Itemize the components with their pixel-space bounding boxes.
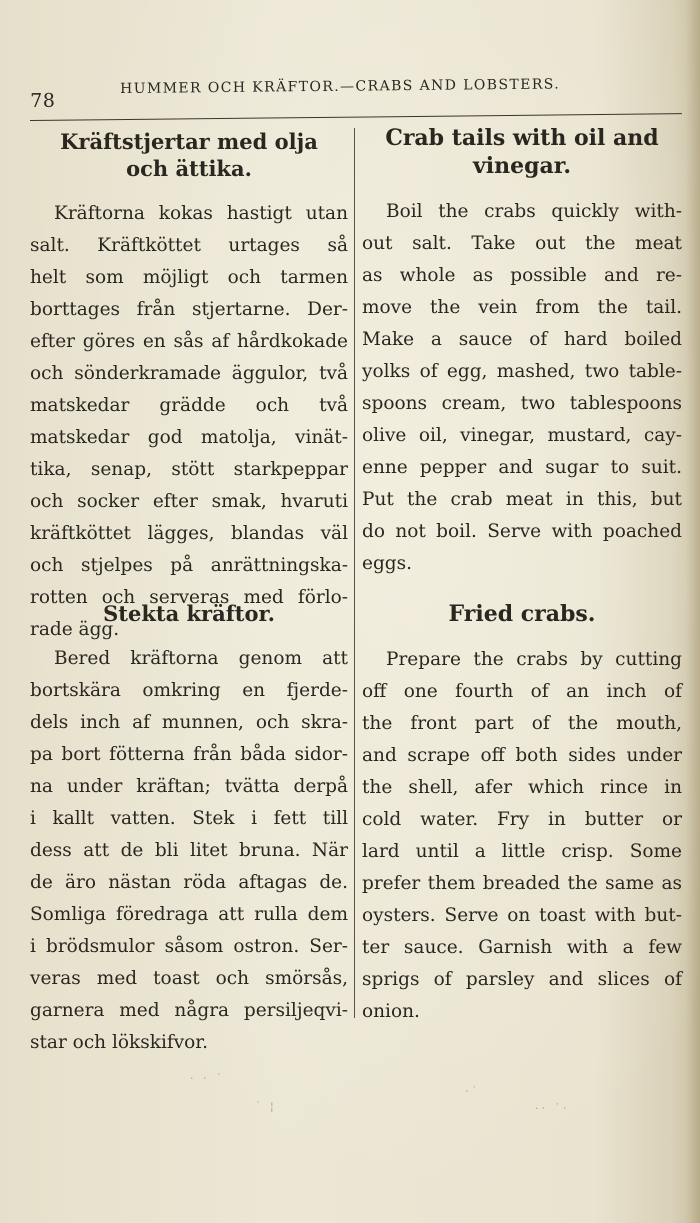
header-rule [30, 113, 682, 121]
column-divider [354, 128, 355, 1018]
recipe-body: Kräftorna kokas hastigt utan salt. Kräftköttet urtages så helt som möjligt och tarmen borttages från stjertarne. Der- efter göres en sås af hårdkokade och sönderkramade äggulor, två matskedar grädde och två matskedar god matolja, vinät- tika, senap, stött starkpeppar och socker efter smak, hvaruti kräftköttet lägges, blandas väl och stjelpes på anrättningska- rotten och serveras med förlo- rade ägg. [30, 203, 348, 640]
recipe-title: Crab tails with oil and vinegar. [385, 125, 659, 179]
paper-mark: ·‧ ˙‧ [535, 1102, 570, 1115]
paper-mark: · ‧ ˙ [190, 1072, 225, 1085]
recipe-title: Kräftstjertar med olja och ättika. [60, 129, 318, 181]
page-number: 78 [30, 89, 56, 112]
running-head [30, 71, 678, 112]
swedish-recipe-fried [30, 600, 348, 1059]
paper-mark: ˙ ¦ [255, 1100, 277, 1113]
recipe-title: Fried crabs. [448, 601, 596, 627]
english-recipe-fried [362, 600, 682, 1028]
recipe-body: Bered kräftorna genom att bortskära omkring en fjerde- dels inch af munnen, och skra- pa bort fötterna från båda sidor- na under kräftan; tvätta derpå i kallt vatten. Stek i fett till dess att de bli litet bruna. När de äro nästan röda aftagas de. Somliga föredraga att rulla dem i brödsmulor såsom ostron. Ser- veras med toast och smörsås, garnera med några persiljeqvi- star och lökskifvor. [30, 648, 348, 1053]
recipe-body: Prepare the crabs by cutting off one fourth of an inch of the front part of the mouth, and scrape off both sides under the shell, afer which rince in cold water. Fry in butter or lard until a little crisp. Some prefer them breaded the same as oysters. Serve on toast with but- ter sauce. Garnish with a few sprigs of parsley and slices of onion. [362, 649, 682, 1022]
recipe-title: Stekta kräftor. [103, 601, 275, 626]
paper-mark: ‧˙ [465, 1085, 480, 1098]
page-edge-shadow [686, 0, 700, 1223]
english-recipe-oil-vinegar [362, 124, 682, 580]
swedish-recipe-oil-vinegar [30, 128, 348, 646]
running-title: HUMMER OCH KRÄFTOR.—CRABS AND LOBSTERS. [120, 76, 561, 98]
recipe-body: Boil the crabs quickly with- out salt. Take out the meat as whole as possible and re- move the vein from the tail. Make a sauce of hard boiled yolks of egg, mashed, two table- spoons cream, two tablespoons olive oil, vinegar, mustard, cay- enne pepper and sugar to suit. Put the crab meat in this, but do not boil. Serve with poached eggs. [362, 201, 682, 574]
